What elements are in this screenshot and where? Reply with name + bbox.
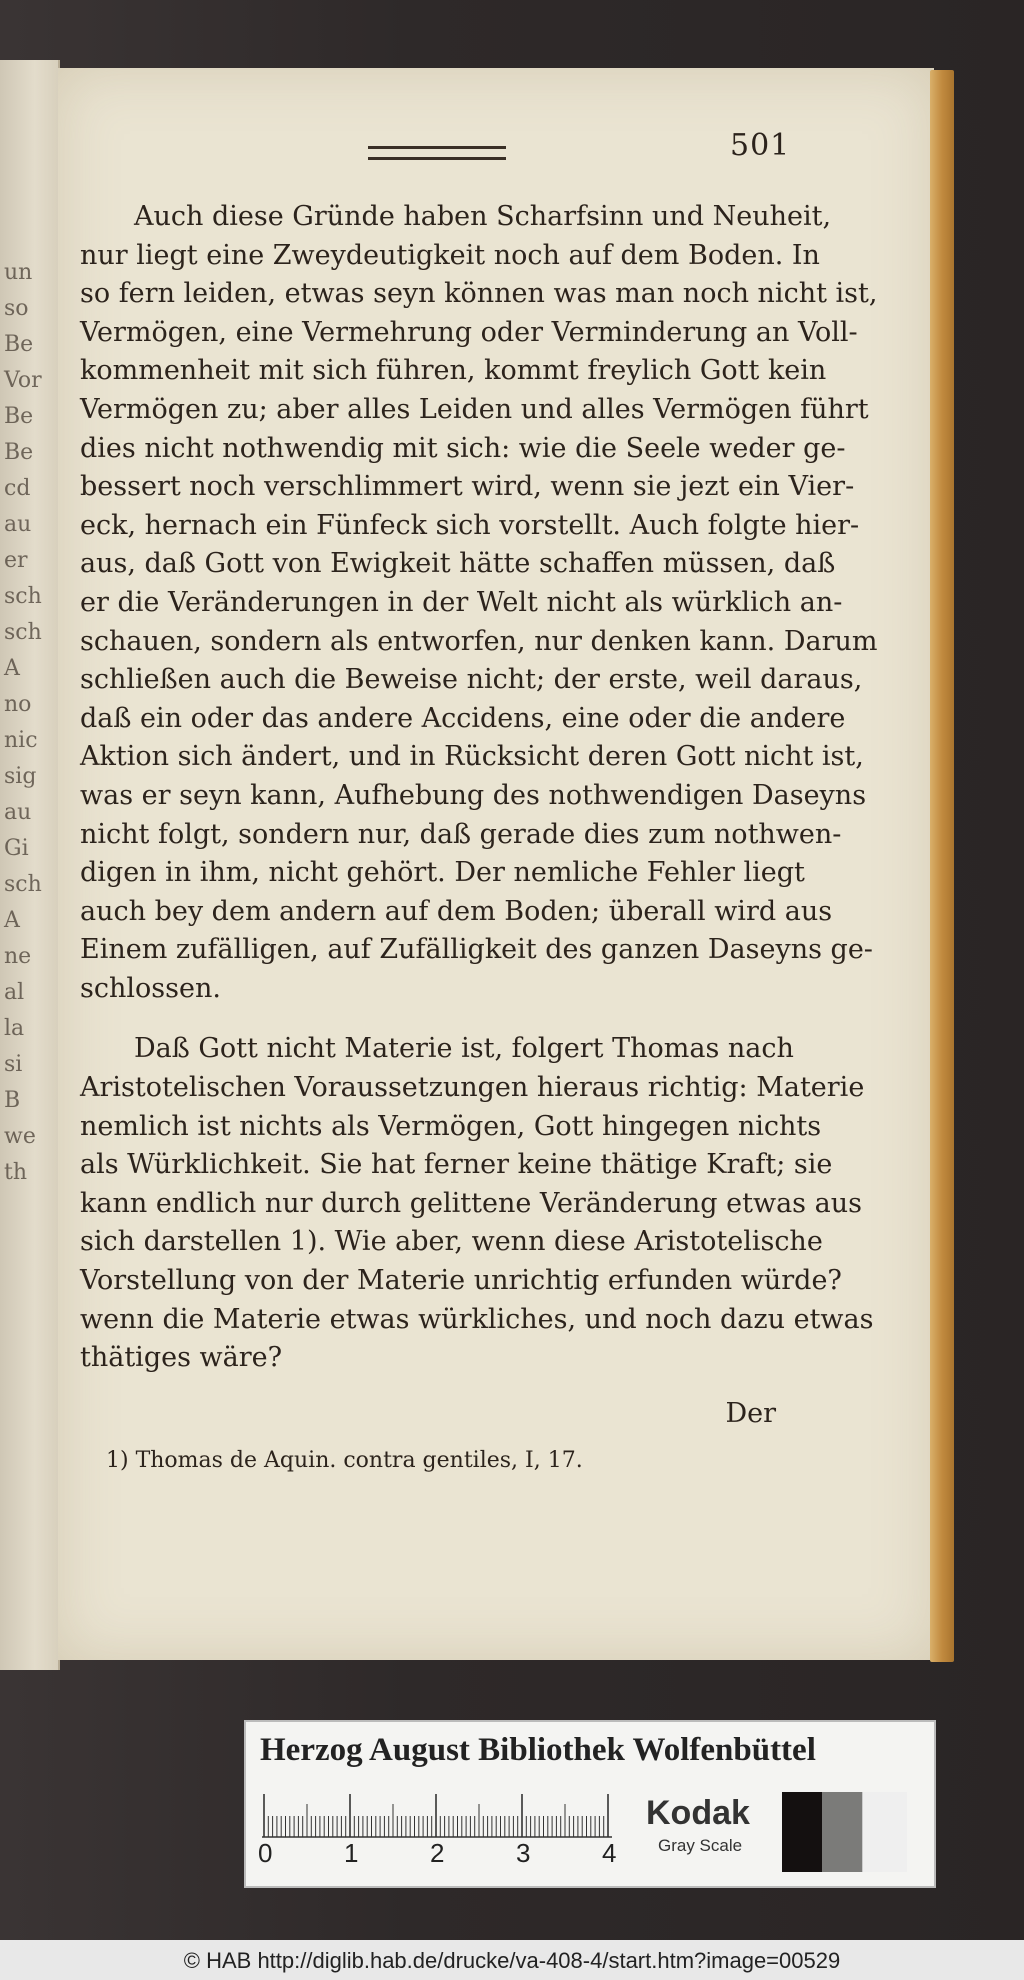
facing-page-fragment: sch [4,872,42,897]
text-line: schließen auch die Beweise nicht; der erste, weil daraus, [80,664,863,696]
library-name: Herzog August Bibliothek Wolfenbüttel [260,1732,816,1768]
text-line: schauen, sondern als entworfen, nur denken kann. Darum [80,625,878,657]
facing-page-fragment: Gi [4,836,29,861]
text-line: nur liegt eine Zweydeutigkeit noch auf dem Boden. In [80,239,820,271]
body-text [80,198,878,1400]
text-line: nemlich ist nichts als Vermögen, Gott hingegen nichts [80,1110,822,1142]
text-line: was er seyn kann, Aufhebung des nothwendigen Daseyns [80,779,867,811]
facing-page-fragment: B [4,1088,21,1113]
facing-page-fragment: Vor [4,368,42,393]
page-number: 501 [730,128,791,163]
text-line: als Würklichkeit. Sie hat ferner keine thätige Kraft; sie [80,1149,833,1181]
book-page [58,68,934,1660]
text-line: nicht folgt, sondern nur, daß gerade dies zum nothwen- [80,818,842,850]
text-line: digen in ihm, nicht gehört. Der nemliche Fehler liegt [80,857,805,889]
copyright-source-link[interactable]: © HAB http://diglib.hab.de/drucke/va-408-4/start.htm?image=00529 [183,1948,841,1973]
text-line: Vorstellung von der Materie unrichtig erfunden würde? [80,1265,842,1297]
text-line: daß ein oder das andere Accidens, eine oder die andere [80,702,846,734]
facing-page-fragment: la [4,1016,25,1041]
gray-patch-black [782,1792,822,1872]
facing-page-fragment: au [4,800,32,825]
footer-bar [0,1940,1024,1980]
ruler-label: 0 [258,1838,273,1868]
facing-page-fragment: si [4,1052,23,1077]
text-line: Aristotelischen Voraussetzungen hieraus richtig: Materie [80,1072,865,1104]
ruler-scale [262,1794,622,1838]
text-line: so fern leiden, etwas seyn können was man noch nicht ist, [80,278,878,310]
gray-patch-light [862,1792,907,1872]
facing-page-fragment: no [4,692,32,717]
facing-page-fragment: Be [4,440,34,465]
text-line: kann endlich nur durch gelittene Veränderung etwas aus [80,1187,862,1219]
facing-page-fragment: sch [4,620,42,645]
facing-page-fragment: er [4,548,28,573]
catchword: Der [725,1398,776,1429]
text-line: Auch diese Gründe haben Scharfsinn und Neuheit, [134,201,832,232]
text-line: aus, daß Gott von Ewigkeit hätte schaffen müssen, daß [80,548,836,580]
facing-page-edge [0,60,60,1670]
facing-page-fragment: cd [4,476,31,501]
paragraph [80,1030,874,1377]
facing-page-fragment: th [4,1160,28,1185]
header-rule [368,146,506,160]
text-line: Aktion sich ändert, und in Rücksicht deren Gott nicht ist, [80,741,864,773]
ruler-label: 2 [430,1838,445,1868]
facing-page-fragment: sch [4,584,42,609]
footnote: 1) Thomas de Aquin. contra gentiles, I, 17. [106,1448,583,1473]
facing-page-fragment: au [4,512,32,537]
facing-page-fragment: ne [4,944,32,969]
color-calibration-card [244,1720,936,1888]
text-line: er die Veränderungen in der Welt nicht als würklich an- [80,586,843,618]
facing-page-fragment: nic [4,728,38,753]
text-line: Daß Gott nicht Materie ist, folgert Thomas nach [134,1033,794,1065]
text-line: Einem zufälligen, auf Zufälligkeit des ganzen Daseyns ge- [80,934,873,966]
gray-patch-mid [822,1792,862,1872]
facing-page-fragment: Be [4,332,34,357]
paragraph [80,198,878,1008]
text-line: sich darstellen 1). Wie aber, wenn diese Aristotelische [80,1226,823,1258]
text-line: thätiges wäre? [80,1342,283,1374]
facing-page-fragment: sig [4,764,37,789]
kodak-logo: Kodak [646,1794,750,1832]
facing-page-fragment: we [4,1124,36,1149]
gray-scale-label: Gray Scale [658,1836,743,1855]
facing-page-fragment: A [4,908,20,933]
facing-page-fragment: A [4,656,20,681]
facing-page-fragment: Be [4,404,34,429]
text-line: wenn die Materie etwas würkliches, und noch dazu etwas [80,1303,874,1335]
page-gilt-edge [930,70,954,1662]
text-line: schlossen. [80,972,221,1004]
facing-page-fragment: so [4,296,29,321]
ruler-label: 1 [344,1838,359,1868]
text-line: kommenheit mit sich führen, kommt freylich Gott kein [80,355,827,387]
ruler-label: 3 [516,1838,531,1868]
text-line: eck, hernach ein Fünfeck sich vorstellt. Auch folgte hier- [80,509,860,541]
text-line: Vermögen zu; aber alles Leiden und alles Vermögen führt [80,393,869,425]
text-line: auch bey dem andern auf dem Boden; überall wird aus [80,895,833,927]
facing-page-fragment: un [4,260,33,285]
facing-page-fragment: al [4,980,25,1005]
ruler-label: 4 [602,1838,617,1868]
text-line: Vermögen, eine Vermehrung oder Verminderung an Voll- [80,316,858,348]
text-line: bessert noch verschlimmert wird, wenn sie jezt ein Vier- [80,471,855,503]
text-line: dies nicht nothwendig mit sich: wie die Seele weder ge- [80,432,846,464]
